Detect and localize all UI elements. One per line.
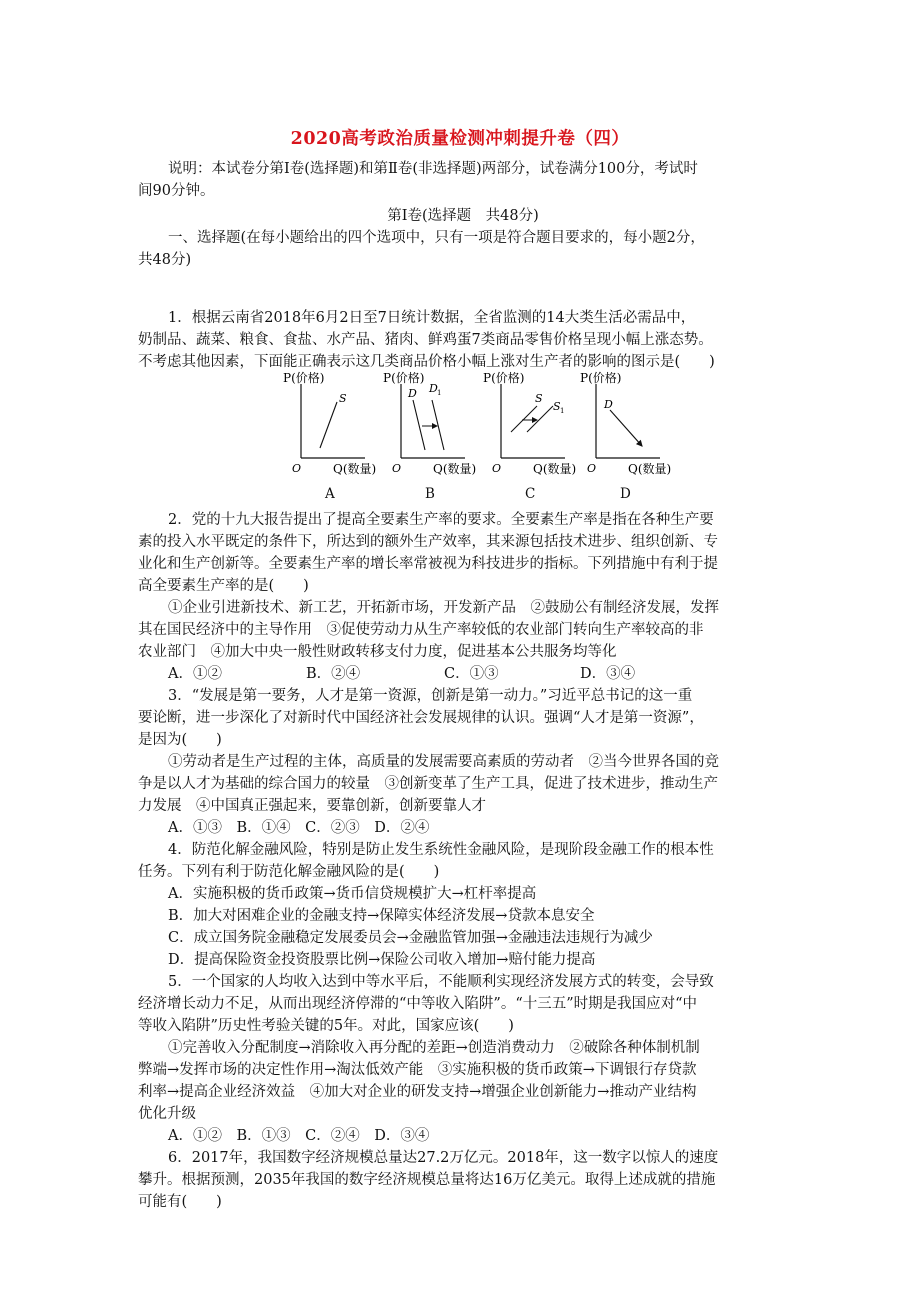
option-b: B．②④: [306, 666, 361, 682]
option-a: A．①②: [168, 666, 222, 682]
statement-text: 优化升级: [138, 1106, 196, 1122]
supply-curve-shifted: [527, 406, 553, 432]
intro-line: 说明：本试卷分第Ⅰ卷(选择题)和第Ⅱ卷(非选择题)两部分，试卷满分100分，考试时: [168, 161, 698, 177]
question-text: 等收入陷阱”历史性考验关键的5年。对此，国家应该( ): [138, 1018, 514, 1034]
statement-text: 弊端→发挥市场的决定性作用→淘汰低效产能 ③实施积极的货币政策→下调银行存贷款: [138, 1062, 697, 1078]
spacer: [590, 380, 595, 381]
question-text: 4．防范化解金融风险，特别是防止发生系统性金融风险，是现阶段金融工作的根本性: [168, 842, 714, 858]
statement-text: 争是以人才为基础的综合国力的较量 ③创新变革了生产工具，促进了技术进步，推动生产: [138, 776, 718, 792]
question-text: 经济增长动力不足，从而出现经济停滞的“中等收入陷阱”。“十三五”时期是我国应对“中: [138, 996, 698, 1012]
supply-curve: [511, 406, 537, 432]
y-axis-label: P(价格): [383, 371, 425, 385]
graph-c: [483, 370, 576, 476]
graph-a: [283, 370, 376, 476]
question-5: [138, 971, 788, 1147]
demand-curve-shifted: [432, 400, 444, 450]
question-6: [138, 1147, 788, 1213]
origin-label: O: [587, 462, 597, 475]
statement-text: 利率→提高企业经济效益 ④加大对企业的研发支持→增强企业创新能力→推动产业结构: [138, 1084, 697, 1100]
question-text: 3．“发展是第一要务，人才是第一资源，创新是第一动力。”习近平总书记的这一重: [168, 688, 693, 704]
option-c: C．成立国务院金融稳定发展委员会→金融监管加强→金融违法违规行为减少: [168, 930, 653, 946]
intro-block: [138, 158, 788, 271]
curve-label-s: S: [339, 392, 347, 405]
answer-options: [138, 663, 788, 685]
graph-label-a: A: [325, 486, 335, 502]
origin-label: O: [292, 462, 302, 475]
answer-options: A．①③ B．①④ C．②③ D．②④: [168, 820, 430, 836]
question-text: 1．根据云南省2018年6月2日至7日统计数据，全省监测的14大类生活必需品中，: [168, 310, 696, 326]
supply-curve: [320, 402, 337, 448]
question-text: 高全要素生产率的是( ): [138, 578, 309, 594]
y-axis-label: P(价格): [483, 371, 525, 385]
curve-label-d1-subscript: 1: [437, 389, 442, 397]
option-c: C．①③: [444, 666, 499, 682]
y-axis-label: P(价格): [283, 371, 325, 385]
demand-curve: [413, 400, 425, 450]
question-text: 6．2017年，我国数字经济规模总量达27.2万亿元。2018年，这一数字以惊人的速度: [168, 1150, 719, 1166]
curve-label-s: S: [535, 392, 543, 405]
question-text: 素的投入水平既定的条件下，所达到的额外生产效率，其来源包括技术进步、组织创新、专: [138, 534, 718, 550]
curve-label-d: D: [604, 398, 613, 411]
question-text: 不考虑其他因素，下面能正确表示这几类商品价格小幅上涨对生产者的影响的图示是( ): [138, 354, 715, 370]
option-b: B．加大对困难企业的金融支持→保障实体经济发展→贷款本息安全: [168, 908, 595, 924]
x-axis-label: Q(数量): [433, 462, 477, 476]
curve-label-s1-subscript: 1: [560, 407, 565, 415]
y-axis-label: P(价格): [580, 371, 622, 385]
question-text: 2．党的十九大报告提出了提高全要素生产率的要求。全要素生产率是指在各种生产要: [168, 512, 714, 528]
statement-text: 其在国民经济中的主导作用 ③促使劳动力从生产率较低的农业部门转向生产率较高的非: [138, 622, 704, 638]
statement-text: ①劳动者是生产过程的主体，高质量的发展需要高素质的劳动者 ②当今世界各国的竞: [168, 754, 719, 770]
part-heading: 共48分): [138, 252, 192, 268]
graph-b: [383, 370, 476, 476]
question-text: 可能有( ): [138, 1194, 222, 1210]
curve-label-s1: S: [553, 400, 561, 413]
page-title: 2020高考政治质量检测冲刺提升卷（四）: [290, 129, 630, 149]
x-axis-label: Q(数量): [628, 462, 672, 476]
graph-d-panel: [580, 370, 690, 510]
statement-text: 农业部门 ④加大中央一般性财政转移支付力度，促进基本公共服务均等化: [138, 644, 617, 660]
section-heading: 第Ⅰ卷(选择题 共48分): [387, 208, 539, 224]
statement-text: ①企业引进新技术、新工艺，开拓新市场，开发新产品 ②鼓励公有制经济发展，发挥: [168, 600, 719, 616]
question-text: 任务。下列有利于防范化解金融风险的是( ): [138, 864, 440, 880]
question-text: 5．一个国家的人均收入达到中等水平后，不能顺利实现经济发展方式的转变，会导致: [168, 974, 714, 990]
curve-label-d1: D: [429, 382, 438, 395]
question-text: 攀升。根据预测，2035年我国的数字经济规模总量将达16万亿美元。取得上述成就的措施: [138, 1172, 716, 1188]
option-a: A．实施积极的货币政策→货币信贷规模扩大→杠杆率提高: [168, 886, 537, 902]
graph-label-d: D: [620, 486, 631, 502]
question-1: [138, 307, 788, 373]
statement-text: ①完善收入分配制度→消除收入再分配的差距→创造消费动力 ②破除各种体制机制: [168, 1040, 700, 1056]
question-text: 是因为( ): [138, 732, 222, 748]
answer-options: A．①② B．①③ C．②④ D．③④: [168, 1128, 430, 1144]
graph-label-c: C: [525, 486, 536, 502]
x-axis-label: Q(数量): [533, 462, 577, 476]
question-2: [138, 509, 788, 685]
question-text: 奶制品、蔬菜、粮食、食盐、水产品、猪肉、鲜鸡蛋7类商品零售价格呈现小幅上涨态势。: [138, 332, 713, 348]
curve-label-d: D: [408, 387, 417, 400]
question-text: 业化和生产创新等。全要素生产率的增长率常被视为科技进步的指标。下列措施中有利于提: [138, 556, 718, 572]
intro-line: 间90分钟。: [138, 183, 215, 199]
origin-label: O: [392, 462, 402, 475]
demand-curve-movement: [610, 410, 642, 446]
graph-label-b: B: [425, 486, 435, 502]
origin-label: O: [492, 462, 502, 475]
part-heading: 一、选择题(在每小题给出的四个选项中，只有一项是符合题目要求的，每小题2分，: [168, 230, 705, 246]
question-3: [138, 685, 788, 839]
option-d: D．③④: [580, 666, 636, 682]
statement-text: 力发展 ④中国真正强起来，要靠创新，创新要靠人才: [138, 798, 486, 814]
x-axis-label: Q(数量): [333, 462, 377, 476]
option-d: D．提高保险资金投资股票比例→保险公司收入增加→赔付能力提高: [168, 952, 596, 968]
question-text: 要论断，进一步深化了对新时代中国经济社会发展规律的认识。强调“人才是第一资源”，: [138, 710, 704, 726]
question-4: [138, 839, 788, 971]
